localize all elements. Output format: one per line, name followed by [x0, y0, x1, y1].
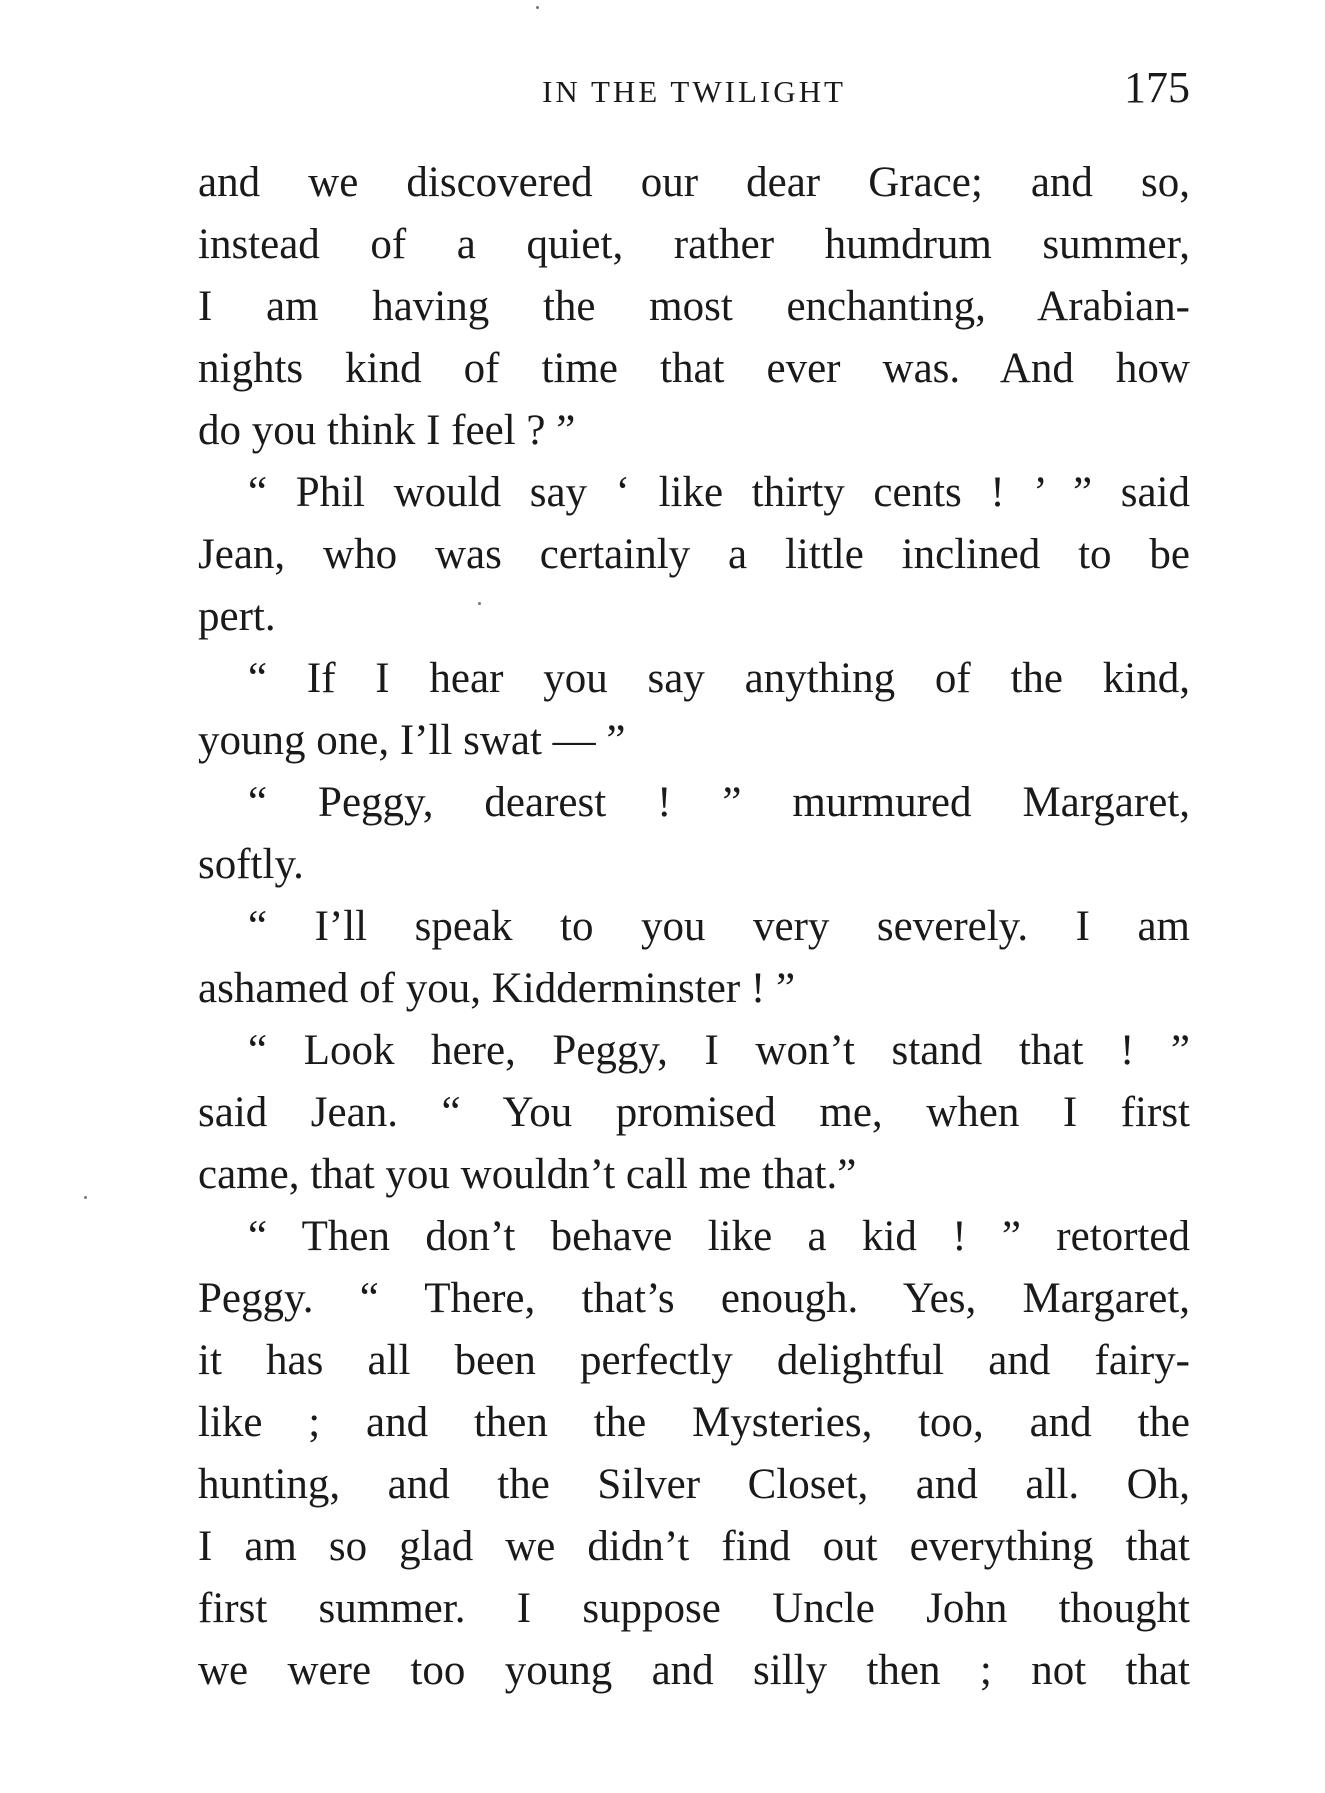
text-line: instead of a quiet, rather humdrum summer, [198, 221, 1190, 268]
text-line: ashamed of you, Kidderminster ! ” [198, 965, 796, 1012]
text-line: young one, I’ll swat — ” [198, 717, 626, 764]
text-line: hunting, and the Silver Closet, and all. Oh, [198, 1461, 1190, 1508]
text-line: first summer. I suppose Uncle John thought [198, 1585, 1190, 1632]
text-line: we were too young and silly then ; not that [198, 1647, 1190, 1694]
text-line: pert. [198, 593, 276, 640]
text-line: Peggy. “ There, that’s enough. Yes, Margaret, [198, 1275, 1190, 1322]
page-number: 175 [1124, 63, 1190, 112]
text-line: nights kind of time that ever was. And how [198, 345, 1190, 392]
running-head [198, 62, 1190, 122]
scan-speck [84, 1196, 87, 1199]
running-title: IN THE TWILIGHT [542, 74, 846, 109]
text-line: “ I’ll speak to you very severely. I am [248, 903, 1190, 950]
text-line: it has all been perfectly delightful and fairy- [198, 1337, 1190, 1384]
text-line: “ Peggy, dearest ! ” murmured Margaret, [248, 779, 1190, 826]
text-line: “ Phil would say ‘ like thirty cents ! ’ ” said [248, 469, 1190, 516]
body-text [198, 152, 1190, 1702]
text-line: softly. [198, 841, 304, 888]
text-line: “ If I hear you say anything of the kind, [248, 655, 1190, 702]
text-line: like ; and then the Mysteries, too, and the [198, 1399, 1190, 1446]
scan-speck [536, 6, 539, 9]
scan-speck [478, 602, 481, 605]
text-line: “ Then don’t behave like a kid ! ” retorted [248, 1213, 1190, 1260]
text-line: I am so glad we didn’t find out everything that [198, 1523, 1190, 1570]
text-line: came, that you wouldn’t call me that.” [198, 1151, 857, 1198]
text-line: Jean, who was certainly a little inclined to be [198, 531, 1190, 578]
text-line: said Jean. “ You promised me, when I first [198, 1089, 1190, 1136]
text-line: and we discovered our dear Grace; and so, [198, 159, 1190, 206]
text-line: do you think I feel ? ” [198, 407, 576, 454]
text-line: I am having the most enchanting, Arabian- [198, 283, 1190, 330]
text-line: “ Look here, Peggy, I won’t stand that ! ” [248, 1027, 1190, 1074]
